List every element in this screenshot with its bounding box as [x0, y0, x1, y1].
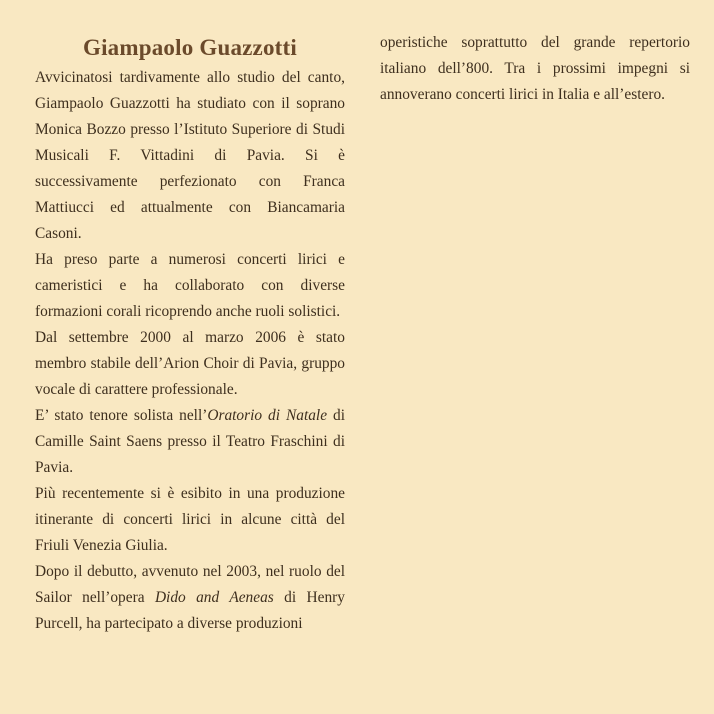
bio-paragraph-4-tail: di Camille Saint Saens presso il Teatro Fraschini di Pavia.	[35, 407, 345, 476]
work-title-oratorio: Oratorio di Natale	[207, 407, 328, 424]
bio-paragraph-2: Ha preso parte a numerosi concerti lirici e cameristici e ha collaborato con diverse formazioni corali ricoprendo anche ruoli solistici.	[35, 251, 345, 320]
bio-paragraph-4	[35, 403, 345, 481]
bio-paragraph-6	[35, 559, 345, 637]
left-column	[35, 30, 345, 637]
bio-paragraph-6-tail: di Henry Purcell, ha partecipato a diverse produzioni	[35, 589, 345, 632]
bio-paragraph-5: Più recentemente si è esibito in una produzione itinerante di concerti lirici in alcune città del Friuli Venezia Giulia.	[35, 485, 345, 554]
bio-paragraph-6-continued: operistiche soprattutto del grande repertorio italiano dell’800. Tra i prossimi impegni si annoverano concerti lirici in Italia e all’estero.	[380, 34, 690, 103]
bio-paragraph-1: Avvicinatosi tardivamente allo studio del canto, Giampaolo Guazzotti ha studiato con il soprano Monica Bozzo presso l’Istituto Superiore di Studi Musicali F. Vittadini di Pavia. Si è successivamente perfezionato con Franca Mattiucci ed attualmente con Biancamaria Casoni.	[35, 69, 345, 242]
bio-paragraph-3: Dal settembre 2000 al marzo 2006 è stato membro stabile dell’Arion Choir di Pavia, gruppo vocale di carattere professionale.	[35, 329, 345, 398]
right-column	[380, 30, 690, 108]
bio-paragraph-6-lead: Dopo il debutto, avvenuto nel 2003, nel ruolo del Sailor nell’opera	[35, 563, 345, 606]
work-title-dido: Dido and Aeneas	[154, 589, 274, 606]
bio-paragraph-4-lead: E’ stato tenore solista nell’	[35, 407, 208, 424]
page-title: Giampaolo Guazzotti	[83, 35, 297, 60]
